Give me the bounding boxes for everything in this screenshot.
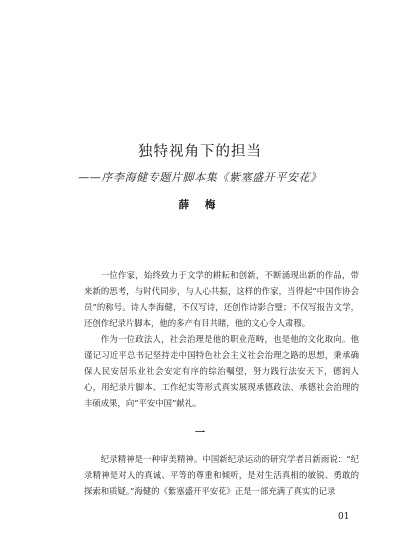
paragraph: 一位作家，始终致力于文学的耕耘和创新，不断涌现出新的作品，带来新的思考，与时代同步，与人心共振，这样的作家，当得起“中国作协会员”的称号。诗人李海健，不仅写诗，还创作诗影合璧；不仅写报告文学，还创作纪录片脚本，他的多产有目共睹，他的文心令人肃穆。 [84,270,359,328]
paragraph: 纪录精神是一种审美精神。中国新纪录运动的研究学者吕新雨说：“纪录精神是对人的真诚、平等的尊重和倾听，是对生活真相的敏锐、勇敢的探索和质疑。”海健的《紫塞盛开平安花》正是一部充满了真实的记录 [84,454,359,496]
page-number: 01 [338,512,350,522]
body-text-section-2 [84,451,359,499]
paragraph: 作为一位政法人，社会治理是他的职业范畴，也是他的文化取向。他谨记习近平总书记坚持走中国特色社会主义社会治理之路的思想，秉承确保人民安居乐业社会安定有序的综治嘱望，努力践行法安天下，德润人心，用纪录片脚本、工作纪实等形式真实展现承德政法、承德社会治理的丰硕成果，向“平安中国”献礼。 [84,334,359,408]
article-subtitle: ——序李海健专题片脚本集《紫塞盛开平安花》 [78,171,322,184]
article-author: 薛 梅 [178,199,222,211]
section-number: 一 [195,428,205,439]
body-text-section-1 [84,267,359,411]
article-title: 独特视角下的担当 [138,144,262,160]
